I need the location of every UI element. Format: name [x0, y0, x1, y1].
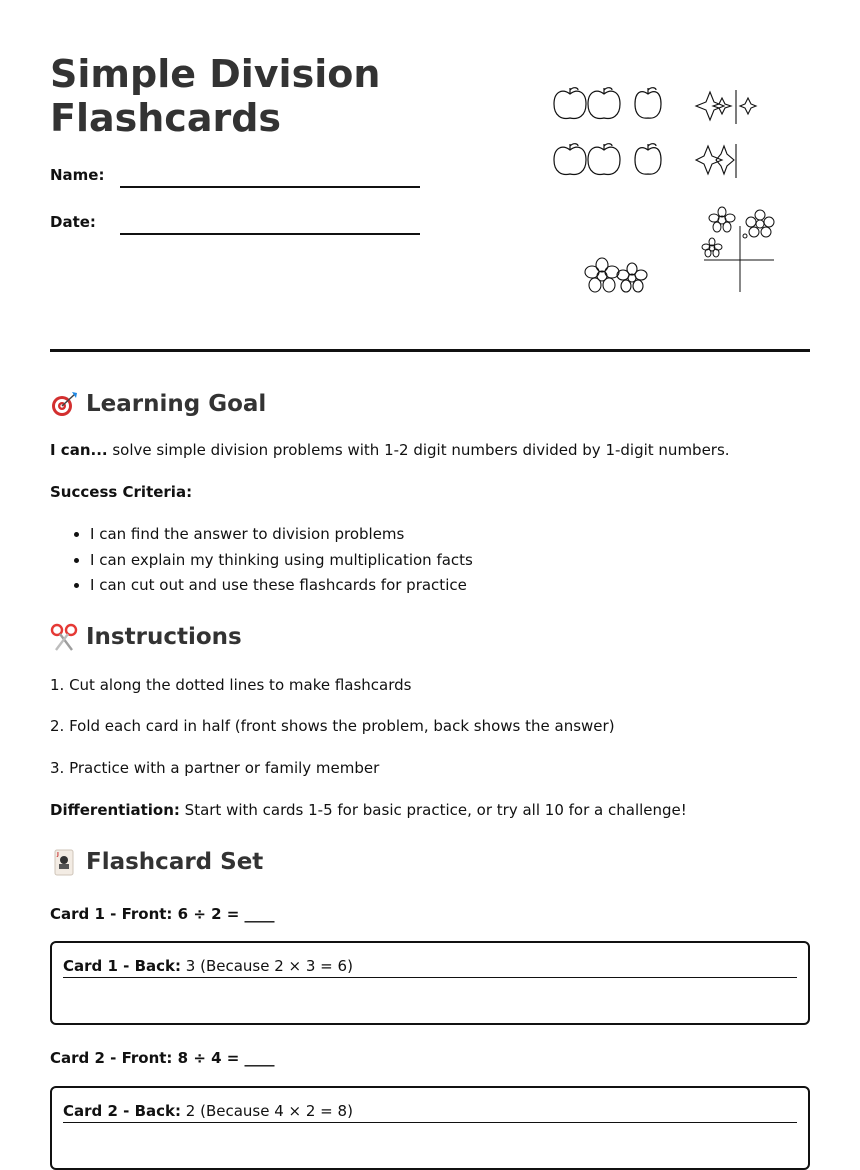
- card-2-back-answer: 2 (Because 4 × 2 = 8): [181, 1102, 353, 1120]
- scissors-icon: [50, 623, 78, 651]
- differentiation-text: Start with cards 1-5 for basic practice, or try all 10 for a challenge!: [179, 801, 687, 819]
- page-title: Simple Division Flashcards: [50, 52, 381, 140]
- flower-icon: [585, 258, 619, 292]
- star-icon: [740, 98, 756, 114]
- flower-icon: [746, 210, 774, 237]
- apple-icon: [635, 144, 661, 174]
- apple-icon: [554, 144, 586, 175]
- star-icon: [713, 98, 731, 114]
- apple-icon: [588, 88, 620, 119]
- differentiation-note: [50, 801, 687, 819]
- card-2-back: [63, 1102, 797, 1123]
- card-1-back-answer: 3 (Because 2 × 3 = 6): [181, 957, 353, 975]
- instructions-heading: [50, 623, 242, 651]
- instructions-title: Instructions: [86, 624, 242, 650]
- card-1-back-label: Card 1 - Back:: [63, 957, 182, 975]
- success-criteria-list: [50, 522, 473, 599]
- apple-icon: [635, 88, 661, 118]
- flashcard-set-title: Flashcard Set: [86, 849, 264, 875]
- name-label: Name:: [50, 166, 105, 184]
- i-can-statement: [50, 441, 730, 459]
- flower-icon: [702, 238, 722, 257]
- instruction-step: 2. Fold each card in half (front shows the problem, back shows the answer): [50, 717, 615, 735]
- list-item: • I can explain my thinking using multiplication facts: [90, 548, 473, 574]
- success-criteria-label: Success Criteria:: [50, 483, 193, 501]
- differentiation-label: Differentiation:: [50, 801, 180, 819]
- list-item: • I can cut out and use these flashcards for practice: [90, 573, 473, 599]
- flowers-grid-illustration: [700, 204, 778, 294]
- star-icon: [696, 92, 724, 120]
- learning-goal-title: Learning Goal: [86, 391, 267, 417]
- learning-goal-heading: [50, 390, 266, 418]
- instruction-step: 1. Cut along the dotted lines to make flashcards: [50, 676, 412, 694]
- card-1-back: [63, 957, 797, 978]
- card-1-front: Card 1 - Front: 6 ÷ 2 = ____: [50, 905, 275, 923]
- apples-illustration: [548, 86, 674, 182]
- header-divider: [50, 349, 810, 352]
- flower-icon: [617, 263, 647, 292]
- star-icon: [716, 146, 734, 174]
- apple-icon: [554, 88, 586, 119]
- card-2-back-box[interactable]: [50, 1086, 810, 1170]
- flower-icon: [709, 207, 735, 232]
- date-line: [120, 233, 420, 235]
- playing-card-icon: [50, 848, 78, 876]
- date-label: Date:: [50, 213, 96, 231]
- apple-icon: [588, 144, 620, 175]
- list-item: • I can find the answer to division problems: [90, 522, 473, 548]
- i-can-text: solve simple division problems with 1-2 digit numbers divided by 1-digit numbers.: [107, 441, 730, 459]
- card-2-back-label: Card 2 - Back:: [63, 1102, 182, 1120]
- name-line: [120, 186, 420, 188]
- stars-illustration: [694, 86, 764, 182]
- card-2-front: Card 2 - Front: 8 ÷ 4 = ____: [50, 1049, 275, 1067]
- target-icon: [50, 390, 78, 418]
- star-icon: [696, 146, 722, 174]
- i-can-label: I can...: [50, 441, 108, 459]
- flashcard-set-heading: [50, 848, 263, 876]
- card-1-back-box[interactable]: [50, 941, 810, 1025]
- instruction-step: 3. Practice with a partner or family member: [50, 759, 380, 777]
- svg-text:J: J: [57, 852, 59, 858]
- flowers-illustration: [580, 248, 652, 304]
